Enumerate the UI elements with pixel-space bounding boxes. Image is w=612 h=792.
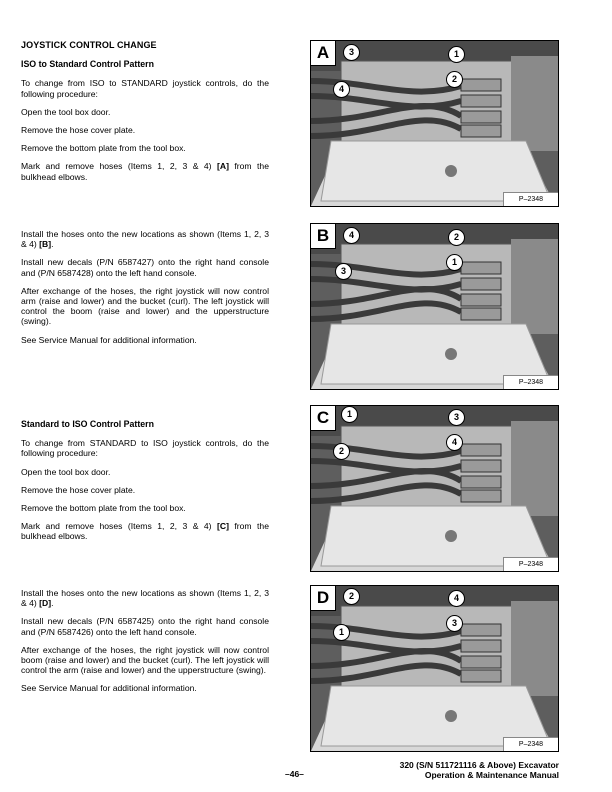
paragraph: Open the tool box door. [21,106,111,117]
callout-marker: 2 [446,71,463,88]
callout-marker: 1 [341,406,358,423]
paragraph: Install the hoses onto the new locations as shown (Items 1, 2, 3 & 4) [B]. [21,229,269,250]
callout-marker: 2 [343,588,360,605]
figure-ref: [C] [217,521,229,532]
callout-marker: 4 [333,81,350,98]
figure-code: P–2348 [503,375,558,389]
hose-bulkhead-photo [311,41,558,206]
paragraph: Remove the bottom plate from the tool box. [21,143,186,154]
paragraph: See Service Manual for additional information. [21,334,197,345]
callout-marker: 3 [343,44,360,61]
section-heading: ISO to Standard Control Pattern [21,59,154,70]
hose-bulkhead-photo [311,406,558,571]
main-heading: JOYSTICK CONTROL CHANGE [21,40,157,50]
figure-b [310,223,559,390]
paragraph: Open the tool box door. [21,466,111,477]
callout-marker: 1 [446,254,463,271]
callout-marker: 4 [446,434,463,451]
callout-marker: 2 [333,443,350,460]
callout-marker: 4 [448,590,465,607]
figure-ref: [B] [39,239,52,250]
figure-ref: [D] [39,598,52,609]
callout-marker: 3 [448,409,465,426]
section-heading: Standard to ISO Control Pattern [21,419,154,429]
figure-letter: C [311,406,336,431]
paragraph: Remove the bottom plate from the tool box. [21,503,186,514]
manual-title: 320 (S/N 511721116 & Above) Excavator Operation & Maintenance Manual [399,760,559,780]
figure-letter: B [311,224,336,249]
figure-a [310,40,559,207]
figure-code: P–2348 [503,737,558,751]
section-install-standard [21,229,269,353]
paragraph: Mark and remove hoses (Items 1, 2, 3 & 4) [C] from the bulkhead elbows. [21,521,269,542]
figure-ref: [A] [217,161,229,172]
paragraph: Install new decals (P/N 6587425) onto the right hand console and (P/N 6587426) onto the left hand console. [21,616,269,637]
figure-letter: A [311,41,336,66]
section-install-iso [21,588,269,702]
paragraph: See Service Manual for additional information. [21,683,197,694]
callout-marker: 3 [446,615,463,632]
figure-c [310,405,559,572]
paragraph: Remove the hose cover plate. [21,484,136,495]
section-iso-to-standard [21,40,269,190]
callout-marker: 2 [448,229,465,246]
callout-marker: 1 [448,46,465,63]
hose-bulkhead-photo [311,224,558,389]
callout-marker: 4 [343,227,360,244]
paragraph: To change from STANDARD to ISO joystick controls, do the following procedure: [21,438,269,459]
figure-code: P–2348 [503,557,558,571]
page-number: –46– [285,769,304,779]
paragraph: Install new decals (P/N 6587427) onto the right hand console and (P/N 6587428) onto the left hand console. [21,257,269,278]
callout-marker: 3 [335,263,352,280]
paragraph: After exchange of the hoses, the right joystick will now control boom (raise and lower) and the bucket (curl). The left joystick will control the arm (raise and lower) and the upperstructure (swing). [21,644,269,676]
hose-bulkhead-photo [311,586,558,751]
figure-code: P–2348 [503,192,558,206]
section-standard-to-iso [21,419,269,550]
paragraph: Mark and remove hoses (Items 1, 2, 3 & 4) [A] from the bulkhead elbows. [21,161,269,182]
paragraph: Remove the hose cover plate. [21,125,136,136]
paragraph: Install the hoses onto the new locations as shown (Items 1, 2, 3 & 4) [D]. [21,588,269,609]
figure-d [310,585,559,752]
paragraph: After exchange of the hoses, the right joystick will now control arm (raise and lower) and the bucket (curl). The left joystick will control the boom (raise and lower) and the upperstructure (swing). [21,285,269,327]
callout-marker: 1 [333,624,350,641]
figure-letter: D [311,586,336,611]
paragraph: To change from ISO to STANDARD joystick controls, do the following procedure: [21,78,269,99]
